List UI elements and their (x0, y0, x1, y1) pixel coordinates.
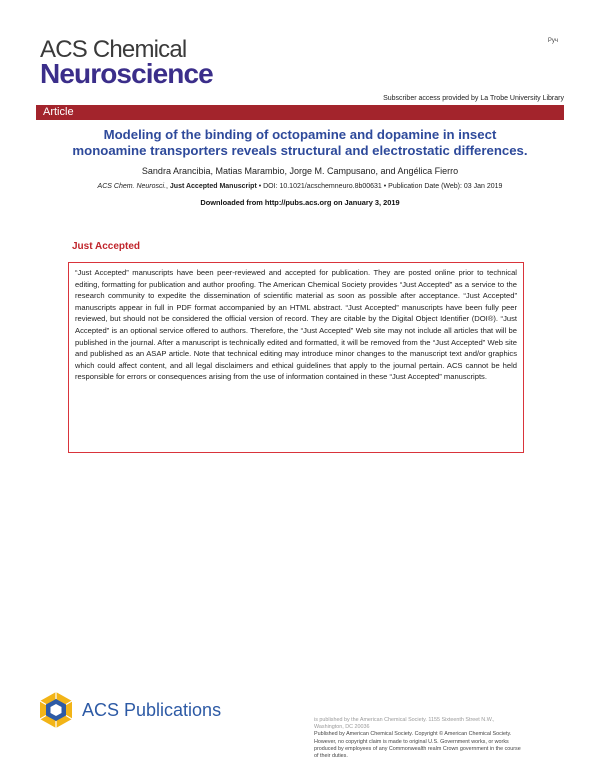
just-accepted-heading: Just Accepted (72, 241, 140, 252)
footer-line: Published by American Chemical Society. Copyright © American Chemical Society. (314, 731, 512, 738)
article-title-line2: monoamine transporters reveals structural and electrostatic differences. (72, 143, 528, 158)
acs-hexagon-icon (36, 691, 76, 729)
journal-logo (40, 38, 213, 88)
footer-line: However, no copyright claim is made to original U.S. Government works, or works (314, 738, 509, 745)
footer-line: is published by the American Chemical Society. 1155 Sixteenth Street N.W., (314, 717, 495, 723)
corner-mark: Руч (547, 38, 558, 44)
article-label: Article (43, 106, 74, 118)
just-accepted-text: “Just Accepted” manuscripts have been peer-reviewed and accepted for publication. They are posted online prior to technical editing, formatting for publication and author proofing. The American Chemical Society provides “Just Accepted” as a service to the research community to expedite the dissemination of scientific material as soon as possible after acceptance. “Just Accepted” manuscripts appear in full in PDF format accompanied by an HTML abstract. “Just Accepted” manuscripts have been fully peer reviewed, but should not be considered the official version of record. They are citable by the Digital Object Identifier (DOI®). “Just Accepted” is an optional service offered to authors. Therefore, the “Just Accepted” Web site may not include all articles that will be published in the journal. After a manuscript is technically edited and formatted, it will be removed from the “Just Accepted” Web site and published as an ASAP article. Note that technical editing may introduce minor changes to the manuscript text and/or graphics which could affect content, and all legal disclaimers and ethical guidelines that apply to the journal pertain. ACS cannot be held responsible for errors or consequences arising from the use of information contained in these “Just Accepted” manuscripts. (75, 268, 517, 382)
journal-logo-line2: Neuroscience (40, 58, 213, 89)
citation-status: Just Accepted Manuscript (169, 183, 257, 190)
download-note: Downloaded from http://pubs.acs.org on January 3, 2019 (200, 198, 400, 207)
citation-details: • DOI: 10.1021/acschemneuro.8b00631 • Publication Date (Web): 03 Jan 2019 (256, 183, 503, 190)
citation-journal: ACS Chem. Neurosci. (97, 183, 167, 190)
article-title-line1: Modeling of the binding of octopamine and dopamine in insect (103, 127, 497, 142)
author-list: Sandra Arancibia, Matias Marambio, Jorge M. Campusano, and Angélica Fierro (141, 166, 459, 176)
footer-line: Washington, DC 20036 (314, 724, 370, 731)
citation-line: ACS Chem. Neurosci., Just Accepted Manuscript • DOI: 10.1021/acschemneuro.8b00631 • Publication Date (Web): 03 Jan 2019 (97, 183, 503, 190)
subscriber-access-note: Subscriber access provided by La Trobe University Library (383, 95, 564, 102)
footer-line: of their duties. (314, 753, 348, 760)
footer-line: produced by employees of any Commonwealth realm Crown government in the course (314, 745, 521, 752)
just-accepted-box (68, 262, 524, 453)
publisher-footer (314, 717, 574, 760)
journal-logo-line1: ACS Chemical (40, 36, 187, 63)
acs-publications-text: ACS Publications (82, 700, 222, 720)
article-bar (36, 105, 564, 120)
article-title (36, 127, 564, 159)
